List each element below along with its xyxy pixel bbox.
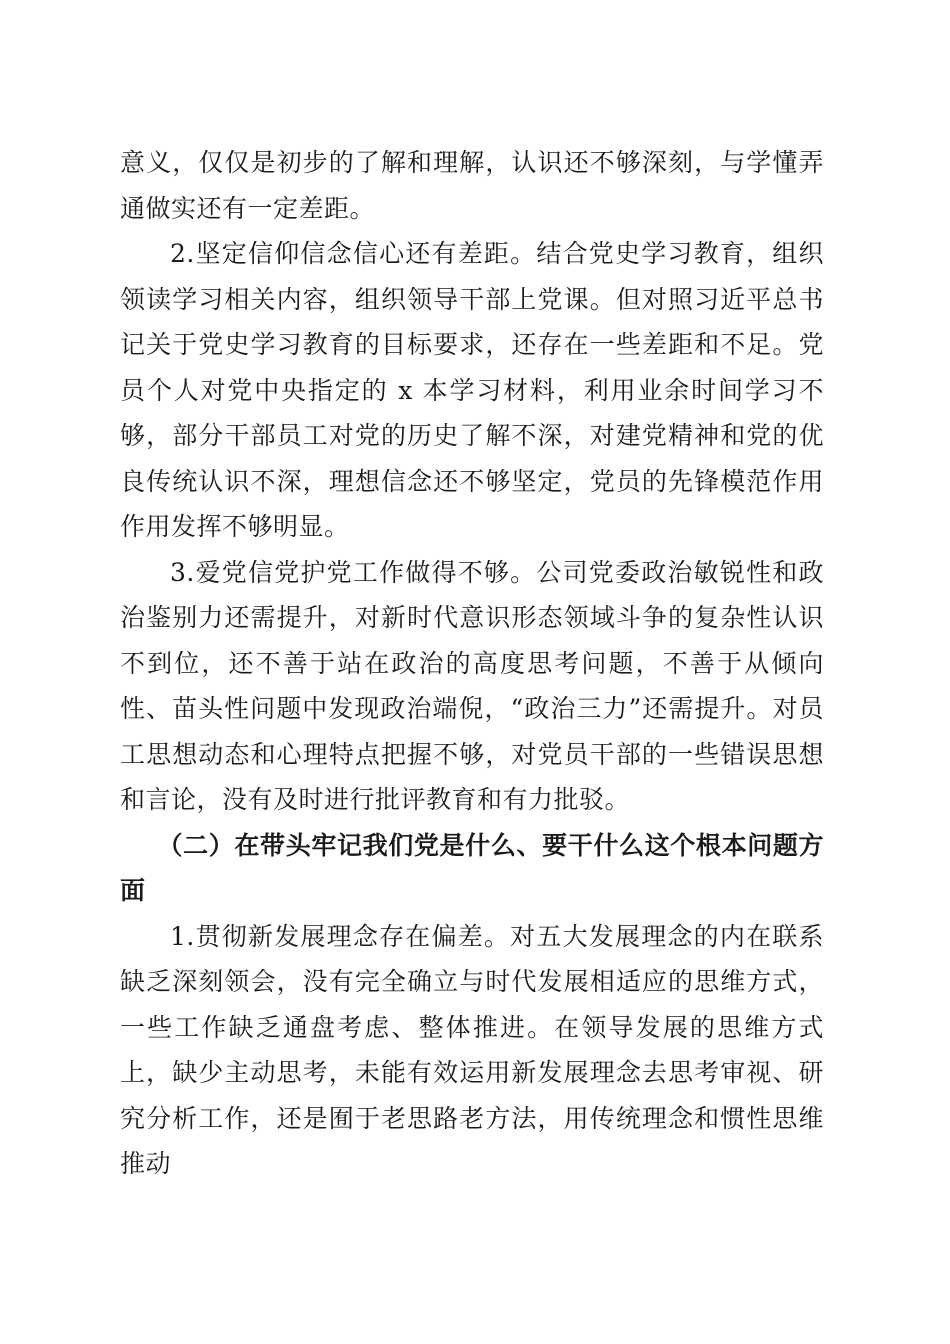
paragraph-continuation: 意义，仅仅是初步的了解和理解，认识还不够深刻，与学懂弄通做实还有一定差距。 [120,148,824,223]
paragraph-item-1: 1.贯彻新发展理念存在偏差。对五大发展理念的内在联系缺乏深刻领会，没有完全确立与时代发展相适应的思维方式，一些工作缺乏通盘考虑、整体推进。在领导发展的思维方式上，缺少主动思考，未能有效运用新发展理念去思考审视、研究分析工作，还是囿于老思路老方法，用传统理念和惯性思维推动 [120,921,824,1178]
section-heading: （二）在带头牢记我们党是什么、要干什么这个根本问题方面 [120,830,824,905]
paragraph-item-2: 2.坚定信仰信念信心还有差距。结合党史学习教育，组织领读学习相关内容，组织领导干部上党课。但对照习近平总书记关于党史学习教育的目标要求，还存在一些差距和不足。党员个人对党中央指定的 x 本学习材料，利用业余时间学习不够，部分干部员工对党的历史了解不深，对建党精神和党的优良传统认识不深，理想信念还不够坚定，党员的先锋模范作用作用发挥不够明显。 [120,239,824,541]
paragraph-item-3: 3.爱党信党护党工作做得不够。公司党委政治敏锐性和政治鉴别力还需提升，对新时代意识形态领域斗争的复杂性认识不到位，还不善于站在政治的高度思考问题，不善于从倾向性、苗头性问题中发现政治端倪，“政治三力”还需提升。对员工思想动态和心理特点把握不够，对党员干部的一些错误思想和言论，没有及时进行批评教育和有力批驳。 [120,557,824,814]
document-body [120,140,824,1187]
